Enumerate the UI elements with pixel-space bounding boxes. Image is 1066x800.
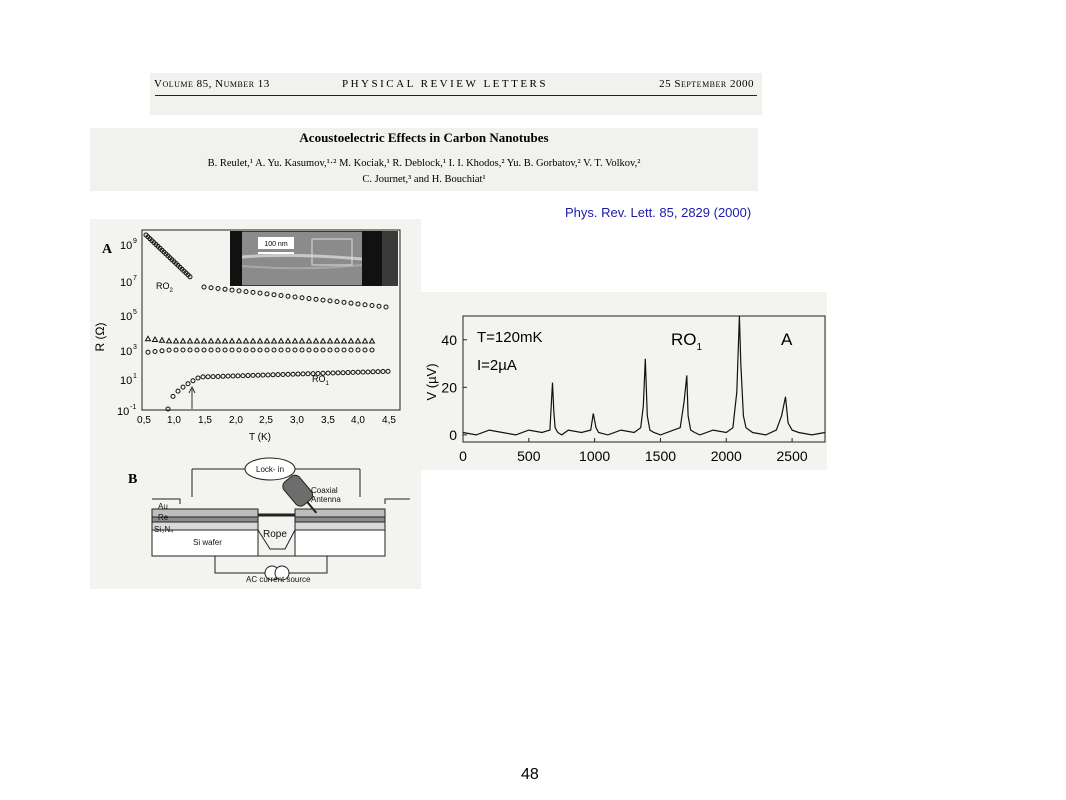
r-data-point: [251, 339, 256, 344]
r-data-point: [356, 370, 360, 374]
r-data-point: [331, 371, 335, 375]
r-data-point: [328, 339, 333, 344]
r-data-point: [176, 389, 180, 393]
panel-a-annotation: A: [781, 330, 793, 349]
r-data-point: [251, 290, 255, 294]
x-tick-label: 1500: [644, 448, 677, 464]
temperature-annotation: T=120mK: [477, 329, 543, 346]
r-data-point: [237, 339, 242, 344]
r-data-point: [237, 348, 241, 352]
r-data-point: [236, 374, 240, 378]
paper-title-block: [90, 128, 758, 191]
r-data-point: [363, 348, 367, 352]
r-tick-exp: 7: [133, 275, 137, 282]
r-data-point: [188, 348, 192, 352]
r-data-point: [241, 374, 245, 378]
panel-b-label: B: [128, 472, 138, 487]
r-data-point: [272, 348, 276, 352]
r-data-point: [279, 348, 283, 352]
r-data-point: [342, 339, 347, 344]
t-tick: 2,0: [229, 415, 243, 426]
r-tick-exp: 5: [133, 309, 137, 316]
r-tick: 10: [120, 277, 133, 289]
r-data-point: [258, 339, 263, 344]
r-data-point: [366, 370, 370, 374]
r-data-point: [300, 296, 304, 300]
r-data-point: [300, 348, 304, 352]
r-data-point: [160, 349, 164, 353]
t-axis-label: T (K): [248, 432, 272, 443]
r-data-point: [296, 372, 300, 376]
r-data-point: [146, 350, 150, 354]
ro1-annotation: $RO_1$: [671, 330, 703, 353]
circuit-schematic: [152, 458, 410, 580]
r-data-point: [216, 374, 220, 378]
r-data-point: [279, 339, 284, 344]
r-data-point: [349, 301, 353, 305]
r-data-point: [188, 339, 193, 344]
inset-scale-label: 100 nm: [264, 241, 288, 248]
page-number: 48: [521, 766, 539, 783]
x-tick-label: 500: [517, 448, 541, 464]
t-tick: 0,5: [137, 415, 151, 426]
voltage-chart: [421, 292, 827, 470]
r-data-point: [181, 348, 185, 352]
paper-title: Acoustoelectric Effects in Carbon Nanotubes: [299, 130, 549, 145]
r-data-point: [293, 348, 297, 352]
r-data-point: [167, 348, 171, 352]
r-data-point: [258, 291, 262, 295]
r-data-point: [363, 339, 368, 344]
r-data-point: [226, 374, 230, 378]
r-data-point: [195, 339, 200, 344]
r-data-point: [223, 287, 227, 291]
r-data-point: [216, 348, 220, 352]
r-data-point: [286, 339, 291, 344]
r-data-point: [191, 379, 195, 383]
r-data-point: [230, 348, 234, 352]
r-data-point: [321, 339, 326, 344]
x-tick-label: 2000: [710, 448, 742, 464]
ro1-label: $RO_1$: [312, 374, 329, 387]
r-data-point: [251, 373, 255, 377]
r-data-point: [384, 305, 388, 309]
r-data-point: [349, 348, 353, 352]
figure-right: [421, 292, 827, 470]
au-label: Au: [158, 502, 168, 511]
r-data-point: [300, 339, 305, 344]
r-data-point: [293, 339, 298, 344]
r-data-point: [153, 350, 157, 354]
r-data-point: [301, 372, 305, 376]
r-data-point: [244, 348, 248, 352]
r-data-point: [361, 370, 365, 374]
r-data-point: [174, 348, 178, 352]
t-tick: 3,5: [321, 415, 335, 426]
mid-curve-upper: [146, 336, 375, 343]
r-data-point: [356, 348, 360, 352]
r-tick-exp: 9: [133, 238, 137, 245]
r-data-point: [223, 348, 227, 352]
r-data-point: [206, 375, 210, 379]
r-tick-exp: 1: [133, 373, 137, 380]
r-data-point: [314, 339, 319, 344]
r-tick: 10: [120, 346, 133, 358]
r-data-point: [326, 371, 330, 375]
r-tick: 10: [120, 311, 133, 323]
r-data-point: [174, 339, 179, 344]
r-data-point: [221, 374, 225, 378]
citation: Phys. Rev. Lett. 85, 2829 (2000): [565, 205, 752, 220]
r-data-point: [167, 338, 172, 343]
r-data-point: [286, 294, 290, 298]
r-data-point: [335, 348, 339, 352]
r-data-point: [261, 373, 265, 377]
r-data-point: [216, 339, 221, 344]
r-data-point: [160, 338, 165, 343]
x-tick-label: 2500: [776, 448, 808, 464]
r-data-point: [276, 373, 280, 377]
r-data-point: [291, 372, 295, 376]
r-data-point: [272, 293, 276, 297]
x-tick-label: 0: [459, 448, 467, 464]
mid-curve-lower: [146, 348, 374, 354]
r-data-point: [272, 339, 277, 344]
lockin-label: Lock- in: [256, 465, 285, 474]
r-data-point: [195, 348, 199, 352]
r-data-point: [265, 292, 269, 296]
r-data-point: [244, 339, 249, 344]
r-tick: 10: [120, 240, 133, 252]
r-data-point: [346, 371, 350, 375]
r-data-point: [370, 339, 375, 344]
r-data-point: [237, 289, 241, 293]
r-data-point: [265, 339, 270, 344]
r-data-point: [209, 339, 214, 344]
r-data-point: [271, 373, 275, 377]
antenna-label-1: Coaxial: [311, 486, 338, 495]
r-data-point: [336, 371, 340, 375]
r-data-point: [286, 348, 290, 352]
r-data-point: [246, 374, 250, 378]
si-wafer-label: Si wafer: [193, 538, 222, 547]
r-data-point: [342, 300, 346, 304]
r-data-point: [328, 348, 332, 352]
r-data-point: [307, 297, 311, 301]
r-data-point: [202, 285, 206, 289]
figure-left: [90, 219, 421, 589]
r-data-point: [146, 336, 151, 341]
r-data-point: [251, 348, 255, 352]
y-axis-label: V (µV): [424, 363, 439, 401]
r-data-point: [314, 348, 318, 352]
ro2-label: $RO_2$: [156, 281, 173, 294]
r-data-point: [181, 339, 186, 344]
t-tick: 4,0: [351, 415, 365, 426]
r-data-point: [328, 299, 332, 303]
journal-volume: Volume 85, Number 13: [154, 78, 270, 90]
r-data-point: [230, 288, 234, 292]
r-data-point: [186, 382, 190, 386]
r-data-point: [370, 303, 374, 307]
figure-left-svg: [90, 219, 421, 589]
r-data-point: [211, 375, 215, 379]
y-tick-label: 0: [449, 426, 457, 443]
r-data-point: [307, 339, 312, 344]
ro1-curve: [166, 369, 390, 411]
t-axis-ticks: [137, 415, 396, 426]
t-tick: 1,5: [198, 415, 212, 426]
r-data-point: [209, 348, 213, 352]
current-annotation: I=2µA: [477, 357, 517, 374]
journal-header: [150, 73, 762, 115]
r-data-point: [201, 375, 205, 379]
r-data-point: [356, 302, 360, 306]
r-tick-exp: 3: [133, 344, 137, 351]
r-data-point: [349, 339, 354, 344]
y-tick-label: 40: [441, 331, 457, 348]
r-data-point: [286, 372, 290, 376]
r-tick-exp: -1: [130, 404, 137, 411]
r-data-point: [202, 339, 207, 344]
r-data-point: [321, 348, 325, 352]
panel-a-label: A: [102, 242, 113, 257]
journal-date: 25 September 2000: [659, 78, 754, 90]
rope-label: Rope: [263, 529, 287, 540]
t-tick: 4,5: [382, 415, 396, 426]
r-data-point: [266, 373, 270, 377]
r-data-point: [171, 394, 175, 398]
r-data-point: [265, 348, 269, 352]
r-data-point: [321, 298, 325, 302]
r-data-point: [371, 370, 375, 374]
r-data-point: [196, 376, 200, 380]
y-tick-label: 20: [441, 379, 457, 396]
header-rule: [155, 95, 757, 96]
t-tick: 2,5: [259, 415, 273, 426]
r-data-point: [244, 290, 248, 294]
r-data-point: [356, 339, 361, 344]
t-tick: 1,0: [167, 415, 181, 426]
r-data-point: [223, 339, 228, 344]
r-tick: 10: [117, 406, 130, 418]
journal-name: PHYSICAL REVIEW LETTERS: [342, 78, 548, 90]
si3n4-label: Si₃N₄: [154, 525, 174, 534]
r-data-point: [230, 339, 235, 344]
r-data-point: [306, 372, 310, 376]
r-data-point: [351, 370, 355, 374]
r-data-point: [314, 297, 318, 301]
re-label: Re: [158, 513, 169, 522]
r-data-point: [377, 304, 381, 308]
r-data-point: [231, 374, 235, 378]
r-data-point: [256, 373, 260, 377]
r-data-point: [281, 373, 285, 377]
tem-inset: [230, 231, 398, 286]
r-axis-label: R (Ω): [93, 322, 107, 352]
r-data-point: [341, 371, 345, 375]
authors-line-1: B. Reulet,¹ A. Yu. Kasumov,¹·² M. Kociak,¹ R. Deblock,¹ I. I. Khodos,² Yu. B. Gorbatov,² V. T. Volkov,²: [207, 158, 641, 169]
r-axis-ticks: [117, 238, 137, 418]
r-tick: 10: [120, 375, 133, 387]
t-tick: 3,0: [290, 415, 304, 426]
r-data-point: [335, 339, 340, 344]
authors-line-2: C. Journet,³ and H. Bouchiat¹: [362, 174, 486, 185]
r-data-point: [258, 348, 262, 352]
antenna-label-2: Antenna: [311, 495, 341, 504]
r-data-point: [216, 287, 220, 291]
r-data-point: [293, 295, 297, 299]
r-data-point: [376, 370, 380, 374]
r-data-point: [279, 293, 283, 297]
x-tick-label: 1000: [579, 448, 611, 464]
ac-source-label: AC current source: [246, 575, 311, 584]
r-data-point: [342, 348, 346, 352]
r-data-point: [209, 286, 213, 290]
r-data-point: [153, 337, 158, 342]
r-data-point: [335, 300, 339, 304]
r-data-point: [370, 348, 374, 352]
r-data-point: [386, 369, 390, 373]
r-data-point: [363, 303, 367, 307]
r-data-point: [181, 385, 185, 389]
r-data-point: [381, 370, 385, 374]
r-data-point: [307, 348, 311, 352]
r-data-point: [202, 348, 206, 352]
